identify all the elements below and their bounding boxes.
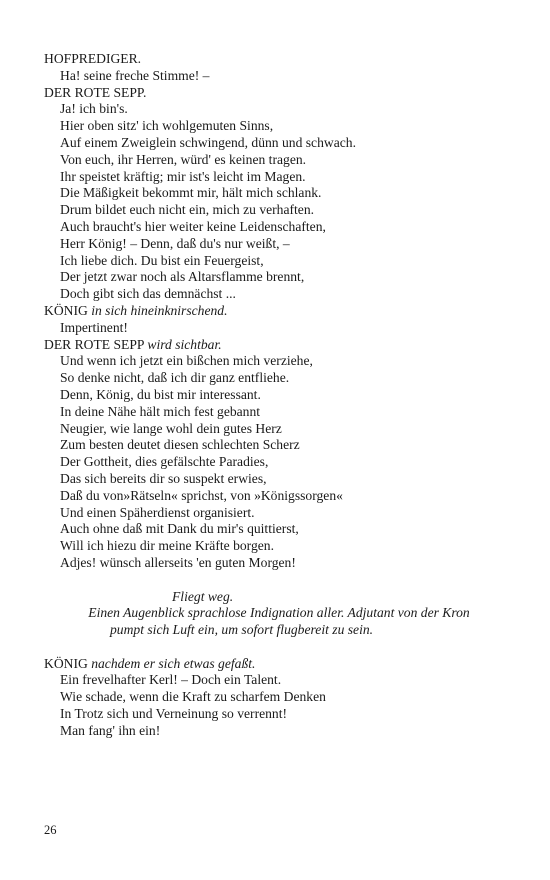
verse-line: Ihr speistet kräftig; mir ist's leicht im Magen. xyxy=(60,168,306,184)
verse-line: Das sich bereits dir so suspekt erwies, xyxy=(60,470,267,486)
verse-line: Doch gibt sich das demnächst ... xyxy=(60,286,236,302)
verse-line: Die Mäßigkeit bekommt mir, hält mich schlank. xyxy=(60,185,322,201)
speaker-der-rote-sepp xyxy=(44,337,514,354)
verse-line: So denke nicht, daß ich dir ganz entfliehe. xyxy=(60,370,290,386)
verse-line: Denn, König, du bist mir interessant. xyxy=(60,386,261,402)
verse-line: Will ich hiezu dir meine Kräfte borgen. xyxy=(60,538,274,554)
stage-direction: wird sichtbar. xyxy=(147,336,222,352)
verse-line: Und einen Späherdienst organisiert. xyxy=(60,504,255,520)
stage-direction-indignation-cont: pumpt sich Luft ein, um sofort flugbereit zu sein. xyxy=(110,622,374,638)
page-text xyxy=(44,51,514,740)
stage-direction-fliegt-weg: Fliegt weg. xyxy=(172,588,234,604)
verse-line: Ja! ich bin's. xyxy=(60,101,128,117)
verse-line: In Trotz sich und Verneinung so verrennt! xyxy=(60,706,288,722)
verse-line: Auch ohne daß mit Dank du mir's quittierst, xyxy=(60,521,299,537)
verse-line: Herr König! – Denn, daß du's nur weißt, – xyxy=(60,235,290,251)
verse-line: Von euch, ihr Herren, würd' es keinen tragen. xyxy=(60,151,307,167)
verse-line: In deine Nähe hält mich fest gebannt xyxy=(60,403,261,419)
verse-line: Drum bildet euch nicht ein, mich zu verhaften. xyxy=(60,202,315,218)
verse-line: Ha! seine freche Stimme! – xyxy=(60,67,210,83)
verse-line: Auch braucht's hier weiter keine Leidenschaften, xyxy=(60,218,326,234)
verse-line: Zum besten deutet diesen schlechten Scherz xyxy=(60,437,300,453)
verse-line: Impertinent! xyxy=(60,319,128,335)
verse-line: Neugier, wie lange wohl dein gutes Herz xyxy=(60,420,282,436)
speaker-koenig xyxy=(44,303,514,320)
verse-line: Der jetzt zwar noch als Altarsflamme brennt, xyxy=(60,269,305,285)
stage-direction-indignation: Einen Augenblick sprachlose Indignation aller. Adjutant von der Kron xyxy=(88,605,470,621)
speaker-hofprediger: HOFPREDIGER. xyxy=(44,51,142,66)
stage-direction: in sich hineinknirschend. xyxy=(91,302,228,318)
spacer xyxy=(44,572,514,589)
speaker-name: DER ROTE SEPP xyxy=(44,336,144,352)
page-number: 26 xyxy=(44,823,57,837)
speaker-der-rote-sepp: DER ROTE SEPP. xyxy=(44,84,147,100)
verse-line: Ein frevelhafter Kerl! – Doch ein Talent. xyxy=(60,672,282,688)
verse-line: Man fang' ihn ein! xyxy=(60,722,161,738)
verse-line: Ich liebe dich. Du bist ein Feuergeist, xyxy=(60,252,264,268)
verse-line: Der Gottheit, dies gefälschte Paradies, xyxy=(60,454,269,470)
verse-line: Daß du von»Rätseln« sprichst, von »Königssorgen« xyxy=(60,487,343,503)
verse-line: Auf einem Zweiglein schwingend, dünn und schwach. xyxy=(60,134,356,150)
verse-line: Hier oben sitz' ich wohlgemuten Sinns, xyxy=(60,118,274,134)
verse-line: Und wenn ich jetzt ein bißchen mich verziehe, xyxy=(60,353,313,369)
stage-direction: nachdem er sich etwas gefaßt. xyxy=(91,655,256,671)
speaker-koenig xyxy=(44,656,514,673)
speaker-name: KÖNIG xyxy=(44,655,88,671)
verse-line: Adjes! wünsch allerseits 'en guten Morgen! xyxy=(60,554,296,570)
verse-line: Wie schade, wenn die Kraft zu scharfem Denken xyxy=(60,689,326,705)
spacer xyxy=(44,639,514,656)
speaker-name: KÖNIG xyxy=(44,302,88,318)
